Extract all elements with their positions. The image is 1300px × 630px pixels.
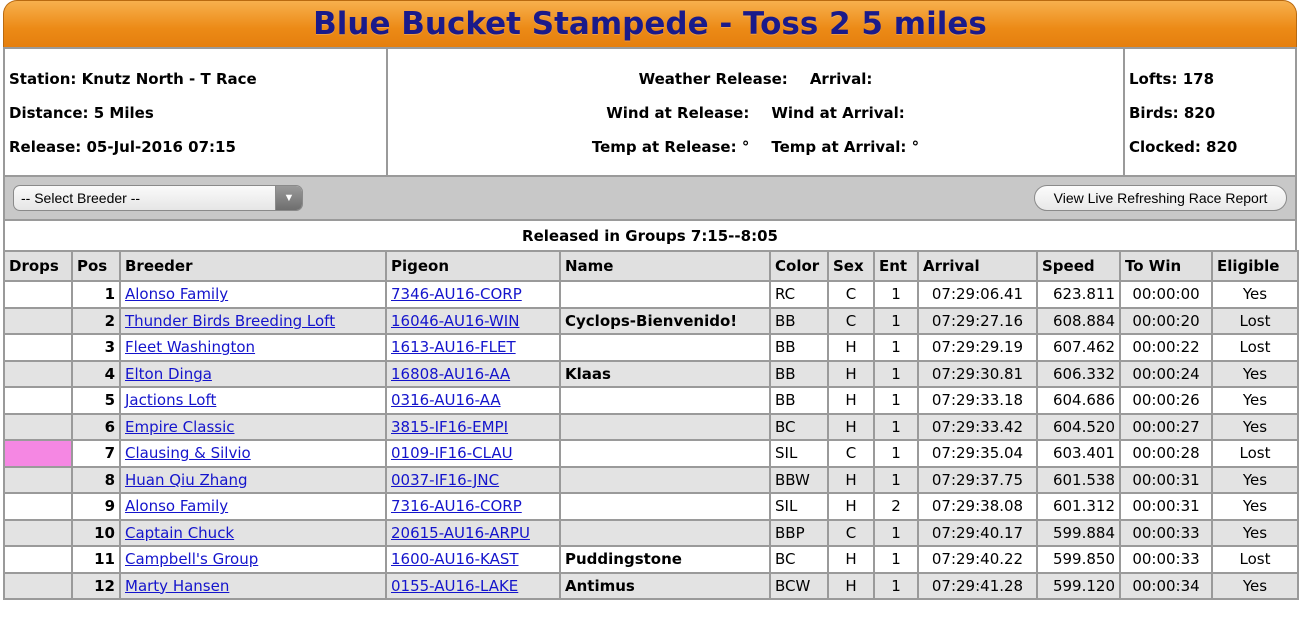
arrival-cell: 07:29:38.08: [918, 493, 1037, 520]
position-cell: 2: [72, 308, 120, 335]
position-cell: 12: [72, 573, 120, 600]
entry-cell: 1: [874, 308, 918, 335]
pigeon-link[interactable]: 16046-AU16-WIN: [391, 311, 520, 330]
table-header-row: [4, 251, 1298, 281]
eligible-cell: Yes: [1212, 520, 1298, 547]
arrival-cell: 07:29:06.41: [918, 281, 1037, 308]
eligible-cell: Yes: [1212, 467, 1298, 494]
breeder-link[interactable]: Captain Chuck: [125, 523, 235, 542]
breeder-cell: [120, 387, 386, 414]
breeder-cell: [120, 520, 386, 547]
temp-arrival-label: Temp at Arrival: °: [771, 138, 920, 156]
color-cell: SIL: [770, 493, 828, 520]
column-header-pigeon: Pigeon: [386, 251, 560, 281]
table-row: [4, 467, 1298, 494]
color-cell: BB: [770, 334, 828, 361]
breeder-link[interactable]: Huan Qiu Zhang: [125, 470, 248, 489]
to-win-cell: 00:00:20: [1120, 308, 1212, 335]
entry-cell: 1: [874, 387, 918, 414]
pigeon-cell: [386, 361, 560, 388]
breeder-cell: [120, 414, 386, 441]
pigeon-cell: [386, 414, 560, 441]
arrival-cell: 07:29:41.28: [918, 573, 1037, 600]
eligible-cell: Yes: [1212, 573, 1298, 600]
speed-cell: 607.462: [1037, 334, 1120, 361]
breeder-link[interactable]: Marty Hansen: [125, 576, 230, 595]
breeder-link[interactable]: Fleet Washington: [125, 338, 256, 357]
pigeon-cell: [386, 440, 560, 467]
live-report-button[interactable]: View Live Refreshing Race Report: [1034, 185, 1287, 211]
entry-cell: 1: [874, 573, 918, 600]
wind-release-label: Wind at Release:: [606, 104, 750, 122]
drops-cell: [4, 493, 72, 520]
column-header-color: Color: [770, 251, 828, 281]
weather-info: [388, 49, 1125, 175]
drops-cell: [4, 281, 72, 308]
pigeon-link[interactable]: 0109-IF16-CLAU: [391, 444, 513, 463]
speed-cell: 601.538: [1037, 467, 1120, 494]
pigeon-name-cell: Antimus: [560, 573, 770, 600]
sex-cell: H: [828, 387, 874, 414]
pigeon-cell: [386, 573, 560, 600]
table-row: [4, 493, 1298, 520]
table-row: [4, 573, 1298, 600]
page-title: Blue Bucket Stampede - Toss 2 5 miles: [313, 6, 987, 42]
pigeon-name-cell: [560, 520, 770, 547]
eligible-cell: Lost: [1212, 546, 1298, 573]
entry-cell: 1: [874, 520, 918, 547]
pigeon-cell: [386, 308, 560, 335]
pigeon-link[interactable]: 0037-IF16-JNC: [391, 470, 500, 489]
pigeon-name-cell: Cyclops-Bienvenido!: [560, 308, 770, 335]
table-body: [4, 281, 1298, 599]
table-row: [4, 361, 1298, 388]
entry-cell: 2: [874, 493, 918, 520]
lofts-count: Lofts: 178: [1129, 70, 1215, 88]
to-win-cell: 00:00:33: [1120, 546, 1212, 573]
pigeon-name-cell: Puddingstone: [560, 546, 770, 573]
pigeon-cell: [386, 546, 560, 573]
position-cell: 11: [72, 546, 120, 573]
pigeon-name-cell: [560, 414, 770, 441]
pigeon-cell: [386, 520, 560, 547]
pigeon-name-cell: [560, 440, 770, 467]
breeder-cell: [120, 361, 386, 388]
entry-cell: 1: [874, 334, 918, 361]
distance-label: Distance: 5 Miles: [9, 104, 154, 122]
eligible-cell: Yes: [1212, 361, 1298, 388]
breeder-cell: [120, 440, 386, 467]
sex-cell: C: [828, 520, 874, 547]
arrival-cell: 07:29:30.81: [918, 361, 1037, 388]
position-cell: 4: [72, 361, 120, 388]
table-row: [4, 520, 1298, 547]
to-win-cell: 00:00:34: [1120, 573, 1212, 600]
position-cell: 5: [72, 387, 120, 414]
wind-arrival-label: Wind at Arrival:: [771, 104, 905, 122]
entry-cell: 1: [874, 281, 918, 308]
speed-cell: 606.332: [1037, 361, 1120, 388]
table-row: [4, 281, 1298, 308]
breeder-cell: [120, 493, 386, 520]
table-row: [4, 546, 1298, 573]
breeder-cell: [120, 334, 386, 361]
color-cell: BBP: [770, 520, 828, 547]
pigeon-name-cell: [560, 493, 770, 520]
arrival-cell: 07:29:27.16: [918, 308, 1037, 335]
speed-cell: 601.312: [1037, 493, 1120, 520]
race-info-panel: [3, 47, 1297, 177]
color-cell: BB: [770, 308, 828, 335]
breeder-link[interactable]: Jactions Loft: [125, 391, 217, 410]
pigeon-link[interactable]: 7346-AU16-CORP: [391, 285, 522, 304]
column-header-name: Name: [560, 251, 770, 281]
breeder-link[interactable]: Clausing & Silvio: [125, 444, 251, 463]
entry-cell: 1: [874, 414, 918, 441]
color-cell: BB: [770, 387, 828, 414]
color-cell: BC: [770, 414, 828, 441]
sex-cell: H: [828, 546, 874, 573]
pigeon-cell: [386, 334, 560, 361]
eligible-cell: Yes: [1212, 493, 1298, 520]
drops-cell[interactable]: [4, 440, 72, 467]
pigeon-link[interactable]: 20615-AU16-ARPU: [391, 523, 530, 542]
station-label: Station: Knutz North - T Race: [9, 70, 257, 88]
to-win-cell: 00:00:31: [1120, 493, 1212, 520]
pigeon-name-cell: Klaas: [560, 361, 770, 388]
table-row: [4, 440, 1298, 467]
breeder-cell: [120, 573, 386, 600]
color-cell: BBW: [770, 467, 828, 494]
speed-cell: 604.520: [1037, 414, 1120, 441]
position-cell: 10: [72, 520, 120, 547]
breeder-link[interactable]: Alonso Family: [125, 285, 229, 304]
groups-label: Released in Groups 7:15--8:05: [3, 219, 1297, 250]
breeder-cell: [120, 308, 386, 335]
arrival-cell: 07:29:33.42: [918, 414, 1037, 441]
entry-cell: 1: [874, 361, 918, 388]
arrival-cell: 07:29:40.17: [918, 520, 1037, 547]
to-win-cell: 00:00:27: [1120, 414, 1212, 441]
drops-cell: [4, 546, 72, 573]
breeder-cell: [120, 546, 386, 573]
breeder-link[interactable]: Thunder Birds Breeding Loft: [125, 311, 336, 330]
pigeon-cell: [386, 467, 560, 494]
color-cell: BCW: [770, 573, 828, 600]
sex-cell: H: [828, 334, 874, 361]
drops-cell: [4, 573, 72, 600]
to-win-cell: 00:00:24: [1120, 361, 1212, 388]
arrival-cell: 07:29:29.19: [918, 334, 1037, 361]
sex-cell: H: [828, 361, 874, 388]
release-label: Release: 05-Jul-2016 07:15: [9, 138, 236, 156]
drops-cell: [4, 387, 72, 414]
pigeon-link[interactable]: 16808-AU16-AA: [391, 364, 511, 383]
sex-cell: C: [828, 308, 874, 335]
arrival-cell: 07:29:33.18: [918, 387, 1037, 414]
results-table: [3, 250, 1299, 600]
drops-cell: [4, 361, 72, 388]
column-header-sex: Sex: [828, 251, 874, 281]
pigeon-link[interactable]: 0316-AU16-AA: [391, 391, 501, 410]
entry-cell: 1: [874, 440, 918, 467]
birds-count: Birds: 820: [1129, 104, 1216, 122]
column-header-arrival: Arrival: [918, 251, 1037, 281]
eligible-cell: Lost: [1212, 334, 1298, 361]
clocked-count: Clocked: 820: [1129, 138, 1238, 156]
table-row: [4, 334, 1298, 361]
arrival-cell: 07:29:35.04: [918, 440, 1037, 467]
pigeon-cell: [386, 281, 560, 308]
table-row: [4, 387, 1298, 414]
breeder-select-value: -- Select Breeder --: [21, 190, 141, 206]
chevron-down-icon[interactable]: ▼: [275, 186, 302, 210]
drops-cell: [4, 308, 72, 335]
speed-cell: 608.884: [1037, 308, 1120, 335]
column-header-breeder: Breeder: [120, 251, 386, 281]
speed-cell: 599.884: [1037, 520, 1120, 547]
toolbar: [3, 177, 1297, 219]
pigeon-name-cell: [560, 467, 770, 494]
breeder-link[interactable]: Elton Dinga: [125, 364, 212, 383]
temp-release-label: Temp at Release: °: [591, 138, 750, 156]
pigeon-cell: [386, 493, 560, 520]
weather-release-label: Weather Release:: [638, 70, 788, 88]
position-cell: 8: [72, 467, 120, 494]
column-header-ent: Ent: [874, 251, 918, 281]
color-cell: BC: [770, 546, 828, 573]
pigeon-name-cell: [560, 334, 770, 361]
race-info-left: [5, 49, 388, 175]
column-header-speed: Speed: [1037, 251, 1120, 281]
entry-cell: 1: [874, 467, 918, 494]
pigeon-name-cell: [560, 387, 770, 414]
pigeon-link[interactable]: 7316-AU16-CORP: [391, 497, 522, 516]
arrival-cell: 07:29:37.75: [918, 467, 1037, 494]
eligible-cell: Lost: [1212, 440, 1298, 467]
position-cell: 3: [72, 334, 120, 361]
speed-cell: 623.811: [1037, 281, 1120, 308]
column-header-pos: Pos: [72, 251, 120, 281]
to-win-cell: 00:00:00: [1120, 281, 1212, 308]
arrival-label: Arrival:: [809, 70, 873, 88]
to-win-cell: 00:00:31: [1120, 467, 1212, 494]
speed-cell: 604.686: [1037, 387, 1120, 414]
speed-cell: 603.401: [1037, 440, 1120, 467]
position-cell: 7: [72, 440, 120, 467]
drops-cell: [4, 414, 72, 441]
breeder-cell: [120, 467, 386, 494]
breeder-link[interactable]: Empire Classic: [125, 417, 235, 436]
arrival-cell: 07:29:40.22: [918, 546, 1037, 573]
position-cell: 1: [72, 281, 120, 308]
to-win-cell: 00:00:28: [1120, 440, 1212, 467]
breeder-link[interactable]: Campbell's Group: [125, 550, 259, 569]
drops-cell: [4, 520, 72, 547]
position-cell: 6: [72, 414, 120, 441]
pigeon-link[interactable]: 1613-AU16-FLET: [391, 338, 516, 357]
column-header-to-win: To Win: [1120, 251, 1212, 281]
entry-cell: 1: [874, 546, 918, 573]
drops-cell: [4, 334, 72, 361]
color-cell: BB: [770, 361, 828, 388]
table-row: [4, 414, 1298, 441]
pigeon-name-cell: [560, 281, 770, 308]
pigeon-link[interactable]: 1600-AU16-KAST: [391, 550, 519, 569]
pigeon-cell: [386, 387, 560, 414]
eligible-cell: Yes: [1212, 281, 1298, 308]
column-header-drops: Drops: [4, 251, 72, 281]
table-row: [4, 308, 1298, 335]
sex-cell: H: [828, 493, 874, 520]
pigeon-link[interactable]: 0155-AU16-LAKE: [391, 576, 519, 595]
to-win-cell: 00:00:22: [1120, 334, 1212, 361]
column-header-eligible: Eligible: [1212, 251, 1298, 281]
eligible-cell: Lost: [1212, 308, 1298, 335]
breeder-cell: [120, 281, 386, 308]
breeder-select[interactable]: [13, 185, 303, 211]
speed-cell: 599.120: [1037, 573, 1120, 600]
sex-cell: H: [828, 414, 874, 441]
color-cell: SIL: [770, 440, 828, 467]
drops-cell: [4, 467, 72, 494]
title-bar: [3, 0, 1297, 47]
sex-cell: H: [828, 467, 874, 494]
eligible-cell: Yes: [1212, 414, 1298, 441]
race-info-right: [1125, 49, 1295, 175]
sex-cell: C: [828, 281, 874, 308]
to-win-cell: 00:00:26: [1120, 387, 1212, 414]
eligible-cell: Yes: [1212, 387, 1298, 414]
sex-cell: C: [828, 440, 874, 467]
sex-cell: H: [828, 573, 874, 600]
pigeon-link[interactable]: 3815-IF16-EMPI: [391, 417, 509, 436]
position-cell: 9: [72, 493, 120, 520]
breeder-link[interactable]: Alonso Family: [125, 497, 229, 516]
speed-cell: 599.850: [1037, 546, 1120, 573]
color-cell: RC: [770, 281, 828, 308]
to-win-cell: 00:00:33: [1120, 520, 1212, 547]
